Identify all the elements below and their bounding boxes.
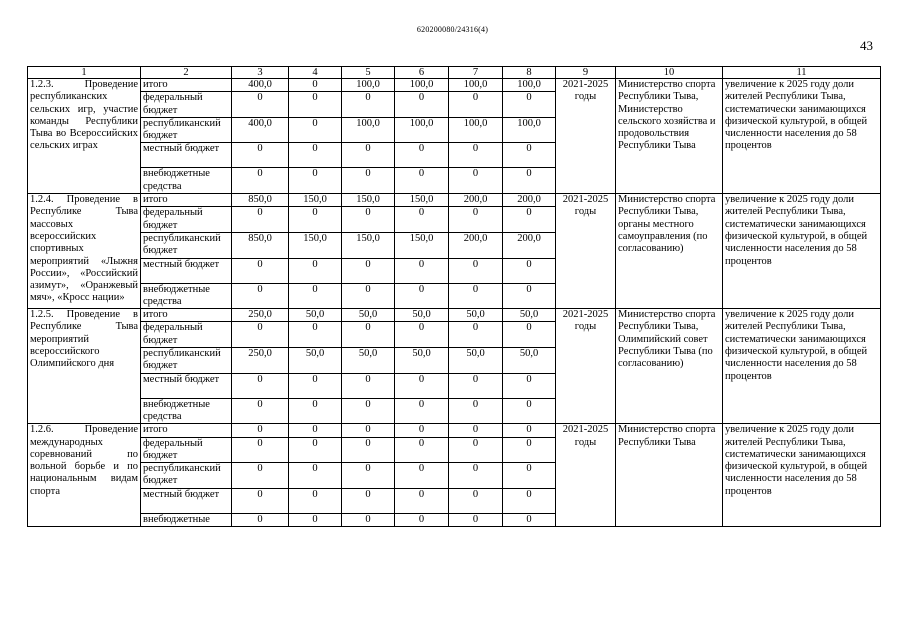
funding-source: федеральный бюджет	[141, 92, 232, 118]
amount-cell: 0	[395, 488, 449, 513]
executor: Министерство спорта Республики Тыва, Олимпийский совет Республики Тыва (по согласованию)	[616, 309, 723, 424]
funding-source: местный бюджет	[141, 373, 232, 398]
amount-cell: 50,0	[342, 309, 395, 322]
amount-cell: 0	[503, 168, 556, 194]
amount-cell: 0	[232, 207, 289, 233]
amount-cell: 150,0	[289, 232, 342, 258]
header-cell: 1	[28, 67, 141, 79]
amount-cell: 0	[232, 398, 289, 424]
amount-cell: 100,0	[503, 79, 556, 92]
header-cell: 4	[289, 67, 342, 79]
amount-cell: 0	[395, 322, 449, 348]
amount-cell: 0	[395, 513, 449, 526]
amount-cell: 0	[395, 373, 449, 398]
header-cell: 6	[395, 67, 449, 79]
amount-cell: 0	[232, 283, 289, 309]
funding-source: республиканский бюджет	[141, 348, 232, 374]
amount-cell: 0	[449, 143, 503, 168]
amount-cell: 0	[289, 117, 342, 143]
amount-cell: 0	[395, 92, 449, 118]
amount-cell: 850,0	[232, 232, 289, 258]
amount-cell: 0	[232, 373, 289, 398]
header-cell: 7	[449, 67, 503, 79]
amount-cell: 0	[342, 168, 395, 194]
funding-source: итого	[141, 309, 232, 322]
amount-cell: 0	[449, 488, 503, 513]
amount-cell: 50,0	[289, 309, 342, 322]
amount-cell: 400,0	[232, 117, 289, 143]
amount-cell: 100,0	[503, 117, 556, 143]
amount-cell: 0	[232, 463, 289, 489]
amount-cell: 850,0	[232, 194, 289, 207]
amount-cell: 50,0	[449, 309, 503, 322]
executor: Министерство спорта Республики Тыва, органы местного самоуправления (по согласованию)	[616, 194, 723, 309]
amount-cell: 0	[232, 168, 289, 194]
amount-cell: 0	[342, 513, 395, 526]
amount-cell: 100,0	[449, 79, 503, 92]
amount-cell: 0	[503, 424, 556, 437]
amount-cell: 100,0	[395, 117, 449, 143]
executor: Министерство спорта Республики Тыва	[616, 424, 723, 527]
funding-source: местный бюджет	[141, 258, 232, 283]
amount-cell: 0	[395, 398, 449, 424]
expected-result: увеличение к 2025 году доли жителей Республики Тыва, систематически занимающихся физической культурой, в общей численности населения до 58 процентов	[723, 194, 881, 309]
amount-cell: 50,0	[503, 348, 556, 374]
amount-cell: 0	[232, 424, 289, 437]
amount-cell: 0	[503, 283, 556, 309]
amount-cell: 0	[289, 488, 342, 513]
amount-cell: 0	[395, 207, 449, 233]
amount-cell: 0	[289, 283, 342, 309]
amount-cell: 0	[395, 143, 449, 168]
amount-cell: 0	[232, 513, 289, 526]
funding-source: внебюджетные средства	[141, 168, 232, 194]
amount-cell: 200,0	[449, 232, 503, 258]
amount-cell: 0	[289, 207, 342, 233]
amount-cell: 0	[289, 373, 342, 398]
amount-cell: 0	[449, 258, 503, 283]
amount-cell: 0	[449, 373, 503, 398]
amount-cell: 100,0	[449, 117, 503, 143]
amount-cell: 0	[503, 143, 556, 168]
amount-cell: 150,0	[342, 194, 395, 207]
funding-source: итого	[141, 194, 232, 207]
funding-source: местный бюджет	[141, 488, 232, 513]
funding-source: итого	[141, 79, 232, 92]
amount-cell: 0	[395, 283, 449, 309]
table-row	[28, 194, 881, 207]
amount-cell: 0	[395, 463, 449, 489]
expected-result: увеличение к 2025 году доли жителей Республики Тыва, систематически занимающихся физической культурой, в общей численности населения до 58 процентов	[723, 424, 881, 527]
header-cell: 3	[232, 67, 289, 79]
amount-cell: 0	[342, 322, 395, 348]
amount-cell: 100,0	[342, 79, 395, 92]
amount-cell: 0	[289, 258, 342, 283]
event-name: 1.2.5. Проведение в Республике Тыва мероприятий всероссийского Олимпийского дня	[28, 309, 141, 424]
header-cell: 10	[616, 67, 723, 79]
expected-result: увеличение к 2025 году доли жителей Республики Тыва, систематически занимающихся физической культурой, в общей численности населения до 58 процентов	[723, 309, 881, 424]
amount-cell: 50,0	[289, 348, 342, 374]
amount-cell: 0	[449, 424, 503, 437]
table-row	[28, 309, 881, 322]
amount-cell: 0	[232, 437, 289, 463]
amount-cell: 0	[232, 258, 289, 283]
amount-cell: 50,0	[342, 348, 395, 374]
period: 2021-2025 годы	[556, 424, 616, 527]
amount-cell: 0	[232, 143, 289, 168]
amount-cell: 0	[503, 258, 556, 283]
amount-cell: 0	[342, 463, 395, 489]
amount-cell: 100,0	[342, 117, 395, 143]
amount-cell: 50,0	[395, 348, 449, 374]
amount-cell: 200,0	[449, 194, 503, 207]
amount-cell: 0	[503, 398, 556, 424]
amount-cell: 0	[289, 168, 342, 194]
amount-cell: 0	[342, 283, 395, 309]
amount-cell: 0	[449, 207, 503, 233]
funding-source: федеральный бюджет	[141, 322, 232, 348]
amount-cell: 0	[395, 258, 449, 283]
amount-cell: 0	[395, 424, 449, 437]
amount-cell: 200,0	[503, 194, 556, 207]
amount-cell: 0	[342, 258, 395, 283]
amount-cell: 100,0	[395, 79, 449, 92]
amount-cell: 150,0	[395, 232, 449, 258]
period: 2021-2025 годы	[556, 79, 616, 194]
amount-cell: 150,0	[342, 232, 395, 258]
funding-source: республиканский бюджет	[141, 463, 232, 489]
amount-cell: 0	[449, 168, 503, 194]
amount-cell: 0	[342, 398, 395, 424]
amount-cell: 0	[289, 398, 342, 424]
event-name: 1.2.6. Проведение международных соревнований по вольной борьбе и по национальным видам спорта	[28, 424, 141, 527]
funding-source: итого	[141, 424, 232, 437]
program-table	[27, 66, 881, 527]
amount-cell: 0	[289, 513, 342, 526]
funding-source: местный бюджет	[141, 143, 232, 168]
funding-source: внебюджетные средства	[141, 398, 232, 424]
amount-cell: 0	[342, 143, 395, 168]
amount-cell: 0	[449, 398, 503, 424]
amount-cell: 0	[289, 92, 342, 118]
amount-cell: 0	[342, 92, 395, 118]
header-cell: 2	[141, 67, 232, 79]
amount-cell: 0	[232, 322, 289, 348]
amount-cell: 400,0	[232, 79, 289, 92]
header-cell: 9	[556, 67, 616, 79]
amount-cell: 150,0	[289, 194, 342, 207]
amount-cell: 0	[503, 373, 556, 398]
funding-source: республиканский бюджет	[141, 232, 232, 258]
amount-cell: 250,0	[232, 309, 289, 322]
amount-cell: 0	[503, 488, 556, 513]
amount-cell: 0	[503, 437, 556, 463]
amount-cell: 0	[503, 207, 556, 233]
amount-cell: 0	[395, 437, 449, 463]
amount-cell: 0	[342, 488, 395, 513]
amount-cell: 0	[449, 283, 503, 309]
document-id: 620200080/24316(4)	[416, 25, 489, 34]
table-row	[28, 424, 881, 437]
header-row	[28, 67, 881, 79]
funding-source: федеральный бюджет	[141, 437, 232, 463]
amount-cell: 0	[449, 463, 503, 489]
amount-cell: 0	[503, 92, 556, 118]
event-name: 1.2.3. Проведение республиканских сельских игр, участие команды Республики Тыва во Всероссийских сельских играх	[28, 79, 141, 194]
amount-cell: 0	[342, 437, 395, 463]
amount-cell: 250,0	[232, 348, 289, 374]
amount-cell: 0	[289, 143, 342, 168]
page-number: 43	[860, 38, 873, 53]
expected-result: увеличение к 2025 году доли жителей Республики Тыва, систематически занимающихся физической культурой, в общей численности населения до 58 процентов	[723, 79, 881, 194]
amount-cell: 0	[395, 168, 449, 194]
amount-cell: 50,0	[503, 309, 556, 322]
amount-cell: 0	[449, 437, 503, 463]
amount-cell: 50,0	[449, 348, 503, 374]
amount-cell: 0	[232, 488, 289, 513]
executor: Министерство спорта Республики Тыва, Министерство сельского хозяйства и продовольствия Республики Тыва	[616, 79, 723, 194]
amount-cell: 0	[503, 513, 556, 526]
amount-cell: 0	[232, 92, 289, 118]
amount-cell: 0	[289, 463, 342, 489]
amount-cell: 0	[449, 92, 503, 118]
amount-cell: 50,0	[395, 309, 449, 322]
funding-source: республиканский бюджет	[141, 117, 232, 143]
header-cell: 8	[503, 67, 556, 79]
header-cell: 5	[342, 67, 395, 79]
header-cell: 11	[723, 67, 881, 79]
amount-cell: 0	[342, 207, 395, 233]
amount-cell: 0	[503, 322, 556, 348]
funding-source: федеральный бюджет	[141, 207, 232, 233]
amount-cell: 150,0	[395, 194, 449, 207]
amount-cell: 0	[342, 424, 395, 437]
period: 2021-2025 годы	[556, 194, 616, 309]
amount-cell: 0	[289, 79, 342, 92]
amount-cell: 200,0	[503, 232, 556, 258]
amount-cell: 0	[289, 322, 342, 348]
amount-cell: 0	[289, 437, 342, 463]
event-name: 1.2.4. Проведение в Республике Тыва массовых всероссийских спортивных мероприятий «Лыжня России», «Российский азимут», «Оранжевый мяч», «Кросс нации»	[28, 194, 141, 309]
amount-cell: 0	[449, 322, 503, 348]
amount-cell: 0	[449, 513, 503, 526]
table-row	[28, 79, 881, 92]
amount-cell: 0	[289, 424, 342, 437]
period: 2021-2025 годы	[556, 309, 616, 424]
amount-cell: 0	[503, 463, 556, 489]
funding-source: внебюджетные средства	[141, 283, 232, 309]
funding-source: внебюджетные	[141, 513, 232, 526]
amount-cell: 0	[342, 373, 395, 398]
